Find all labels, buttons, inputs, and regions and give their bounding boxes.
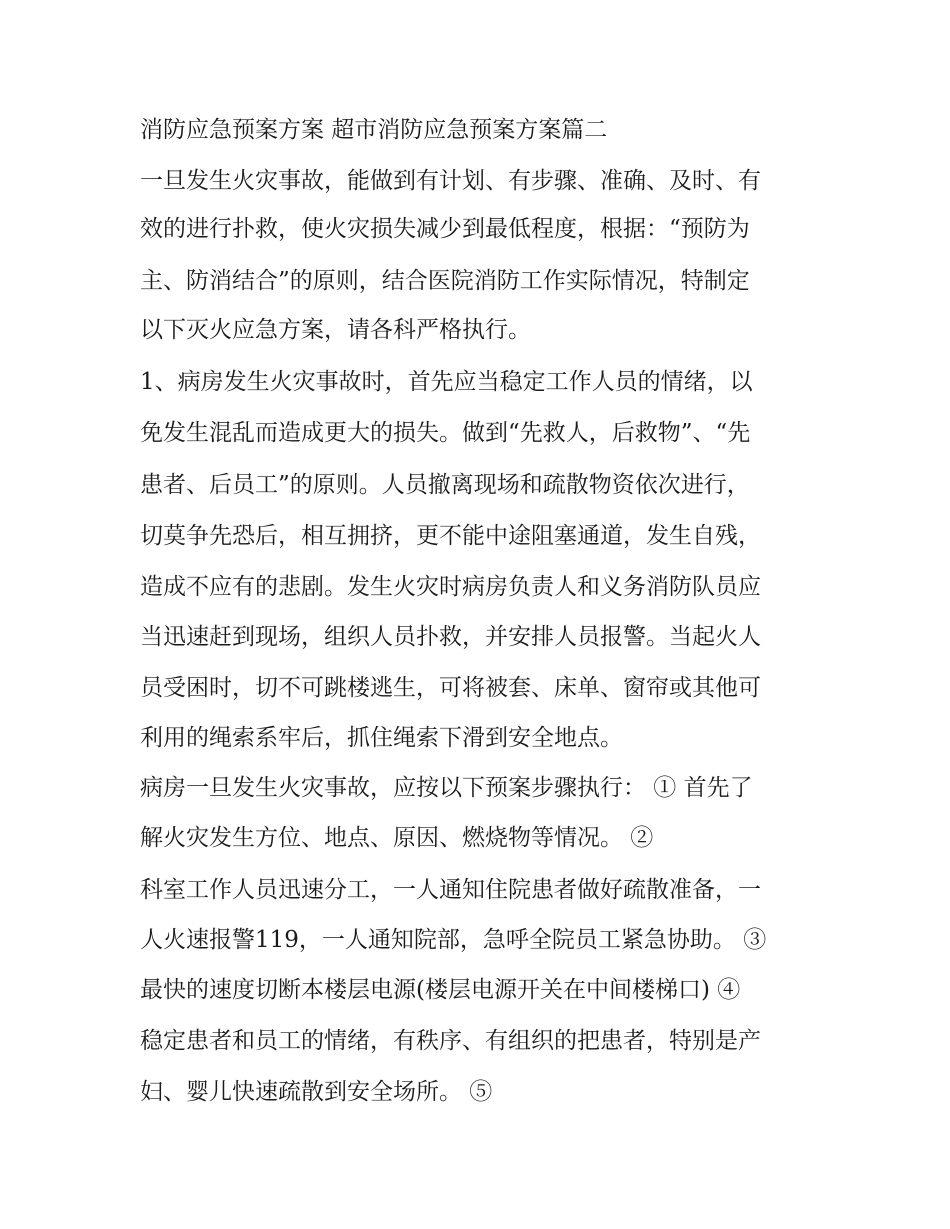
intro-line-4: 以下灭火应急方案，请各科严格执行。 xyxy=(140,317,531,343)
item-1-line-2: 免发生混乱而造成更大的损失。做到“先救人，后救物”、“先 xyxy=(140,420,751,446)
steps-line-5: 最快的速度切断本楼层电源(楼层电源开关在中间楼梯口) ④ xyxy=(140,977,741,1003)
intro-line-3: 主、防消结合”的原则，结合医院消防工作实际情况，特制定 xyxy=(140,268,750,294)
steps-line-3: 科室工作人员迅速分工，一人通知住院患者做好疏散准备，一 xyxy=(140,877,761,903)
item-1-line-6: 当迅速赶到现场，组织人员扑救，并安排人员报警。当起火人 xyxy=(140,624,761,650)
intro-line-2: 效的进行扑救，使火灾损失减少到最低程度，根据：“预防为 xyxy=(140,216,750,242)
item-1-line-3: 患者、后员工”的原则。人员撤离现场和疏散物资依次进行， xyxy=(140,472,750,498)
item-1-line-7: 员受困时，切不可跳楼逃生，可将被套、床单、窗帘或其他可 xyxy=(140,675,761,701)
steps-line-6: 稳定患者和员工的情绪，有秩序、有组织的把患者，特别是产 xyxy=(140,1028,761,1054)
item-1-line-1: 1、病房发生火灾事故时，首先应当稳定工作人员的情绪，以 xyxy=(140,369,753,395)
item-1-line-4: 切莫争先恐后，相互拥挤，更不能中途阻塞通道，发生自残， xyxy=(140,523,761,549)
steps-line-7: 妇、婴儿快速疏散到安全场所。 ⑤ xyxy=(140,1079,493,1105)
item-1-line-8: 利用的绳索系牢后，抓住绳索下滑到安全地点。 xyxy=(140,725,623,751)
steps-line-1: 病房一旦发生火灾事故，应按以下预案步骤执行： ① 首先了 xyxy=(140,775,753,801)
intro-line-1: 一旦发生火灾事故，能做到有计划、有步骤、准确、及时、有 xyxy=(140,168,761,194)
steps-line-2: 解火灾发生方位、地点、原因、燃烧物等情况。 ② xyxy=(140,825,654,851)
steps-line-4: 人火速报警119，一人通知院部，急呼全院员工紧急协助。 ③ xyxy=(140,927,767,953)
document-title: 消防应急预案方案 超市消防应急预案方案篇二 xyxy=(140,117,608,143)
item-1-line-5: 造成不应有的悲剧。发生火灾时病房负责人和义务消防队员应 xyxy=(140,574,761,600)
